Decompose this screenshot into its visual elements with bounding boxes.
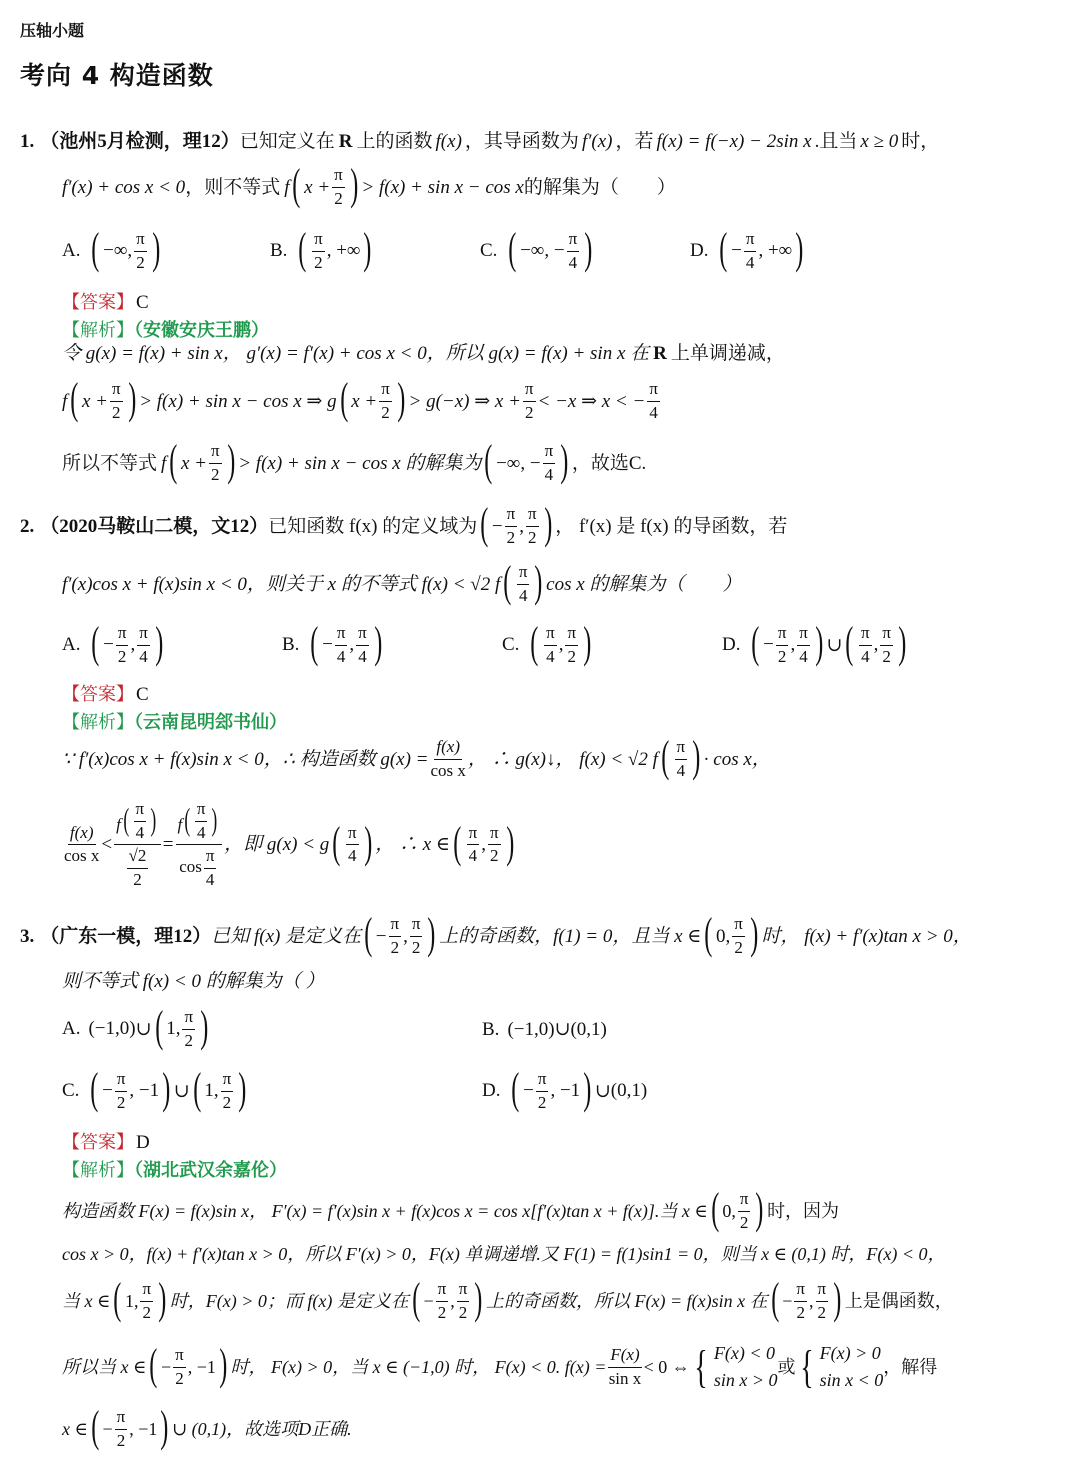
option-b[interactable]: B. ( − $\frac{\pi}{4}$ , $\frac{\pi}{4}$ ) [282,618,383,668]
solution-3-line2: cos x > 0，f(x) + f′(x)tan x > 0，所以 F′(x) > 0，F(x) 单调递增.又 F(1) = f(1)sin1 = 0，则当 x ∈ (0,1) 时，F(x) < 0， [62,1244,946,1264]
problem-3-stem-line1: 3. （广东一模，理12） 已知 f(x) 是定义在 ( − $\frac{\pi}{2}$ , $\frac{\pi}{2}$ ) 上的奇函数，f(1) = 0，且当 x ∈ ( 0, $\frac{\pi}{2}$ ) 时， f(x) + f′(x)tan x > 0， [20,909,972,959]
option-label: D. [690,240,709,262]
analysis-line: 【解析】（湖北武汉余嘉伦） [62,1160,287,1181]
stem-text: 的解集为（ ） [523,176,676,198]
math: f′(x) [581,131,613,152]
problem-number: 1. [20,131,35,152]
case-brace: { F(x) > 0 sin x < 0 [799,1341,884,1392]
answer-value: C [136,292,149,313]
solution-3-line4: 所以当 x ∈ ( − $\frac{\pi}{2}$ , −1 ) 时， F(x) > 0，当 x ∈ (−1,0) 时， F(x) < 0. f(x) = $\frac{F(x)}{\text{sin x}}$ < 0 ⇔ { F(x) < 0 sin x > 0 或 { F(x) > 0 sin x < 0 ，解得 [62,1340,938,1392]
math: f′(x) + cos x < 0 [62,176,186,198]
solution-1-line1 [62,344,785,363]
answer-line: 【答案】 D [62,1132,150,1153]
problem-source: （池州5月检测，理12） [40,131,240,152]
math: f(x) = f(−x) − 2sin x [656,131,812,152]
problem-1-stem-line2 [62,160,676,210]
analysis-line [62,316,269,342]
option-a[interactable]: A. (−1,0) ∪ ( 1, $\frac{\pi}{2}$ ) [62,1002,209,1052]
problem-2-stem-line1: 2. （2020马鞍山二模，文12） 已知函数 f(x) 的定义域为 ( − $\frac{\pi}{2}$ , $\frac{\pi}{2}$ ) ， f′(x) 是 f(x) 的导函数，若 [20,499,788,549]
math: f(x) [435,131,462,152]
option-d[interactable]: D. ( − $\frac{\pi}{4}$ , +∞ ) [690,224,804,274]
stem-text: 上的函数 [356,131,433,152]
paren-group: ( x + $\frac{\pi}{2}$ ) [292,160,359,210]
problem-source: （2020马鞍山二模，文12） [40,515,269,537]
option-d[interactable]: D. ( − $\frac{\pi}{2}$ , $\frac{\pi}{4}$ ) ∪ ( $\frac{\pi}{4}$ , $\frac{\pi}{2}$ ) [722,618,907,668]
problem-1-stem-line1 [20,132,939,151]
analysis-line: 【解析】（云南昆明郐书仙） [62,712,287,733]
answer-line: 【答案】 C [62,684,149,705]
analysis-author: （安徽安庆王鹏） [134,320,269,341]
option-b[interactable]: B. (−1,0) ∪ (0,1) [482,1018,607,1040]
stem-text: .且当 [814,131,858,152]
stem-text: 所以不等式 [62,452,158,474]
math: > f(x) + sin x − cos x [361,176,524,198]
fraction: $\frac{\pi}{2}$ [334,165,343,208]
problem-2-stem-line2: f′(x)cos x + f(x)sin x < 0，则关于 x 的不等式 f(x) < √2 f ( $\frac{\pi}{4}$ ) cos x 的解集为（ ） [62,557,742,607]
solution-2-line1: ∵ f′(x)cos x + f(x)sin x < 0，∴ 构造函数 g(x) = $\frac{f(x)}{\text{cos x}}$ ， ∴ g(x)↓， f(x) < √2 f ( $\frac{\pi}{4}$ ) · cos x， [62,732,771,782]
solution-1-line3: 所以不等式 f ( x + $\frac{\pi}{2}$ ) > f(x) + sin x − cos x 的解集为 ( −∞, − $\frac{\pi}{4}$ ) ，故选C. [62,436,647,486]
stem-text: ， [464,131,484,152]
math: > f(x) + sin x − cos x 的解集为 [238,452,482,474]
solution-3-line5: x ∈ ( − $\frac{\pi}{2}$ , −1 ) ∪ (0,1)，故选项D正确. [62,1402,352,1452]
option-d[interactable]: D. ( − $\frac{\pi}{2}$ , −1 ) ∪ (0,1) [482,1064,648,1114]
math: x ≥ 0 [860,131,899,152]
option-c[interactable]: C. ( − $\frac{\pi}{2}$ , −1 ) ∪ ( 1, $\frac{\pi}{2}$ ) [62,1064,247,1114]
math: cos x 的解集为（ ） [546,573,742,595]
stem-text: 上单调递减， [670,343,785,364]
math: < −x ⇒ x < − [537,390,646,412]
option-c[interactable]: C. ( $\frac{\pi}{4}$ , $\frac{\pi}{2}$ ) [502,618,592,668]
page-title: 考向 4 构造函数 [20,61,214,90]
math: f [284,176,290,198]
option-label: A. [62,240,81,262]
case-brace: { F(x) < 0 sin x > 0 [694,1341,778,1392]
math: > g(−x) ⇒ x + [408,390,521,412]
solution-3-line1: 构造函数 F(x) = f(x)sin x， F′(x) = f′(x)sin x + f(x)cos x = cos x[f′(x)tan x + f(x)].当 x ∈ ( 0, $\frac{\pi}{2}$ ) 时，因为 [62,1184,840,1234]
problem-number: 2. [20,515,35,537]
option-c[interactable]: C. ( −∞, − $\frac{\pi}{4}$ ) [480,224,593,274]
stem-text: 时， [901,131,940,152]
solution-3-line3: 当 x ∈ ( 1, $\frac{\pi}{2}$ ) 时，F(x) > 0；而 f(x) 是定义在 ( − $\frac{\pi}{2}$ , $\frac{\pi}{2}$ ) 上的奇函数，所以 F(x) = f(x)sin x 在 ( − $\frac{\pi}{2}$ , $\frac{\pi}{2}$ ) 上是偶函数， [62,1274,953,1324]
solution-1-line2: f ( x + $\frac{\pi}{2}$ ) > f(x) + sin x − cos x ⇒ g ( x + $\frac{\pi}{2}$ ) > g(−x) ⇒ x + $\frac{\pi}{2}$ < −x ⇒ x < − $\frac{\pi}{4}$ [62,374,658,424]
math: f′(x)cos x + f(x)sin x < 0，则关于 x 的不等式 f(x) < √2 f [62,573,501,595]
option-a[interactable]: A. ( −∞, $\frac{\pi}{2}$ ) [62,224,161,274]
stem-text: ，故选C. [571,452,647,474]
stem-text: ， [615,131,635,152]
stem-text: 已知定义在 [239,131,335,152]
option-label: B. [270,240,288,262]
set-R: R [653,343,667,364]
section-kicker: 压轴小题 [20,21,85,40]
option-label: C. [480,240,498,262]
analysis-tag: 【解析】 [62,320,134,341]
stem-text: ， f′(x) 是 f(x) 的导函数，若 [555,515,788,537]
math: x + [304,176,331,198]
stem-text: 若 [634,131,654,152]
answer-line [62,288,149,314]
set-R: R [338,131,353,152]
solution-2-line2: $\frac{f(x)}{\text{cos x}}$ < f ( $\frac{\pi}{4}$ ) $\frac{√2}{2}$ = f ( $\frac{\pi}{4}$ ) cos $\frac{\pi}{4}$ ，即 g(x) < g ( $\frac{\pi}{4}$ ) ， ∴ x ∈ ( $\frac{\pi}{4}$ , $\frac{\pi}{2}$ ) [64,799,514,890]
math: 令 g(x) = f(x) + sin x， g′(x) = f′(x) + cos x < 0，所以 g(x) = f(x) + sin x 在 [62,343,650,364]
stem-text: 已知函数 f(x) 的定义域为 [268,515,478,537]
option-a[interactable]: A. ( − $\frac{\pi}{2}$ , $\frac{\pi}{4}$ ) [62,618,164,668]
stem-text: ，则不等式 [185,176,281,198]
problem-3-stem-line2: 则不等式 f(x) < 0 的解集为（ ） [62,971,325,992]
stem-text: 其导函数为 [483,131,579,152]
math: > f(x) + sin x − cos x ⇒ g [139,390,337,412]
option-b[interactable]: B. ( $\frac{\pi}{2}$ , +∞ ) [270,224,372,274]
answer-tag: 【答案】 [62,292,134,313]
